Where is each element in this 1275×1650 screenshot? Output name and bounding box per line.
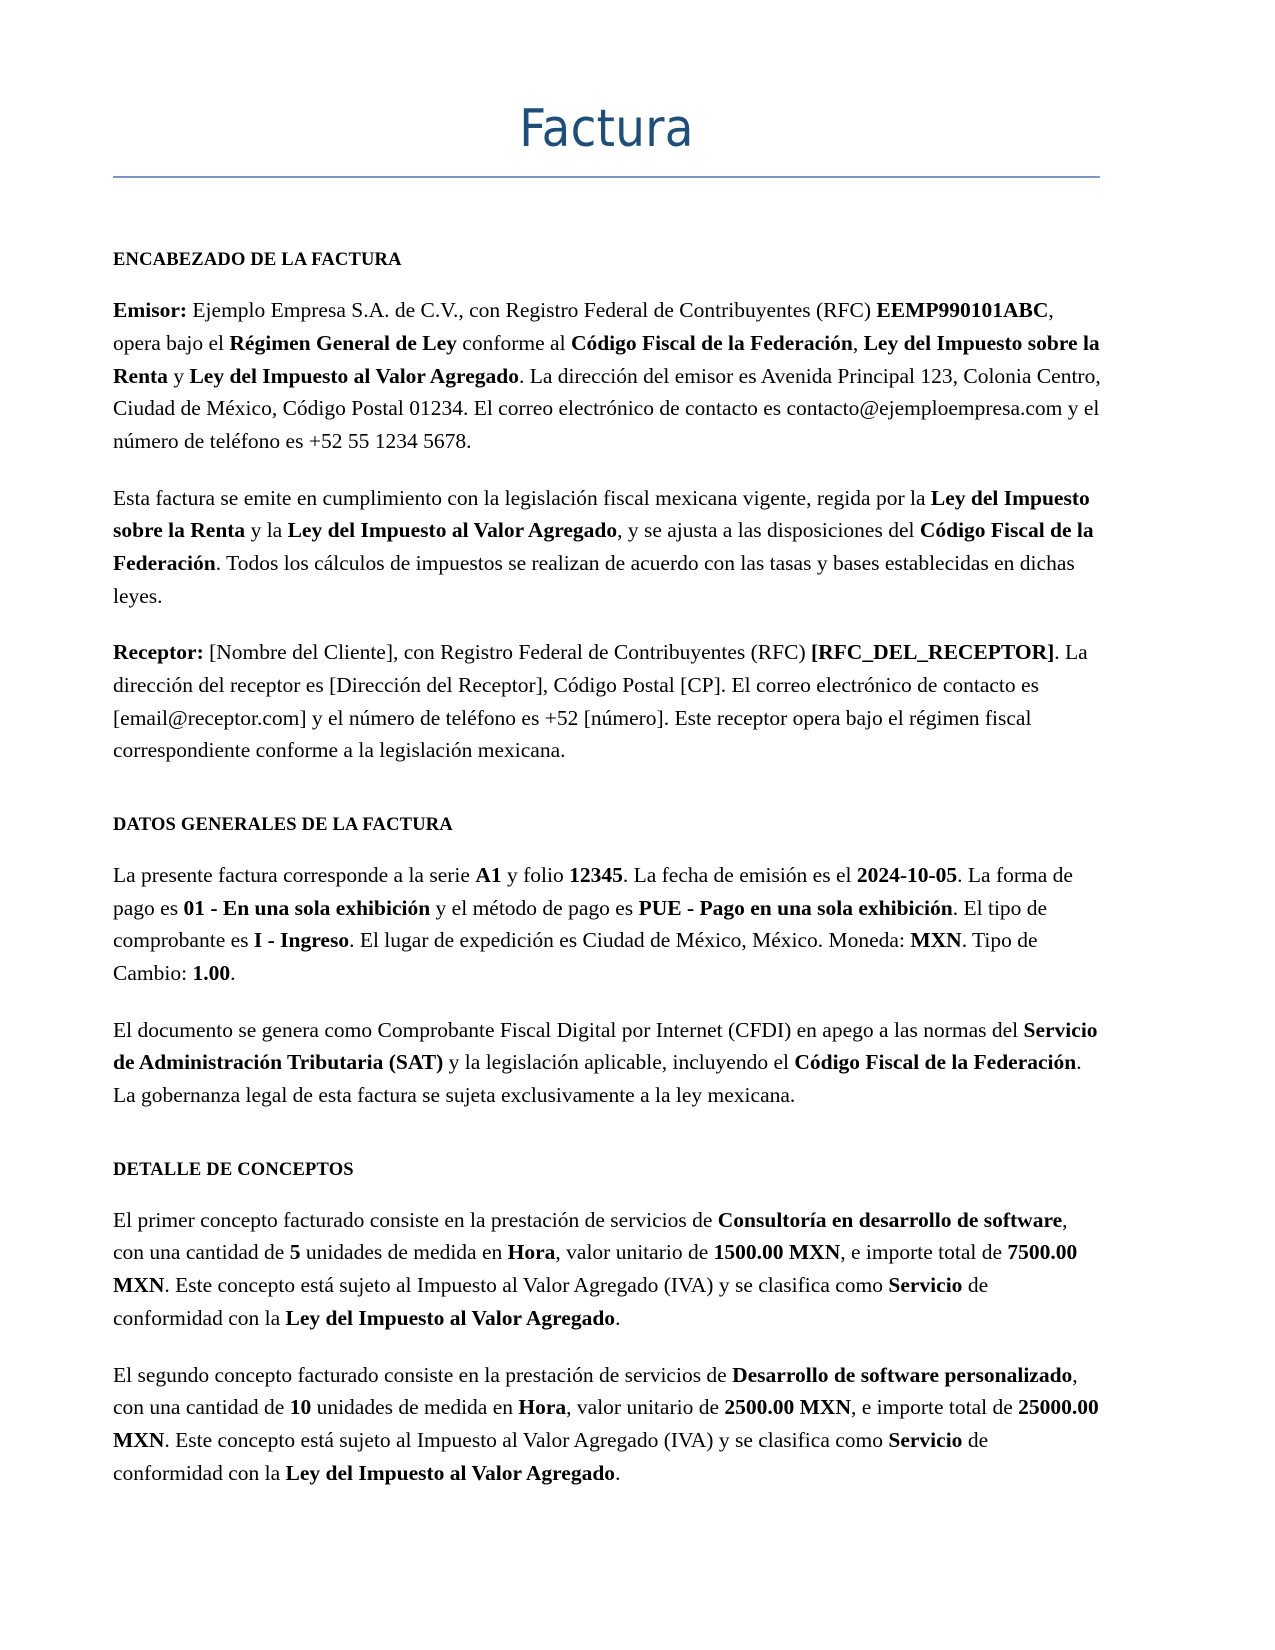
emphasis-text: Régimen General de Ley: [229, 330, 457, 355]
paragraph-cfdi: [113, 1014, 1103, 1112]
emphasis-text: 25000.00 MXN: [113, 1395, 1099, 1452]
emphasis-text: [RFC_DEL_RECEPTOR]: [810, 640, 1055, 665]
body-text: conforme al: [456, 330, 571, 355]
document-section: [113, 767, 1103, 1112]
emphasis-text: A1: [475, 863, 502, 888]
paragraph-emisor: [113, 294, 1103, 457]
body-text: unidades de medida en: [300, 1240, 508, 1265]
body-text: . La forma de pago es: [113, 863, 1073, 920]
sections-container: [113, 248, 1103, 1489]
emphasis-text: 10: [289, 1395, 312, 1420]
emphasis-text: Ley del Impuesto al Valor Agregado: [189, 363, 519, 388]
emphasis-text: I - Ingreso: [253, 928, 350, 953]
paragraph-datos-generales: [113, 859, 1103, 990]
section-heading: DETALLE DE CONCEPTOS: [113, 1159, 354, 1180]
body-text: y la: [245, 518, 288, 543]
emphasis-text: Ley del Impuesto sobre la Renta: [113, 485, 1090, 543]
emphasis-text: 2024-10-05: [856, 863, 958, 888]
body-text: El segundo concepto facturado consiste en la prestación de servicios de: [113, 1362, 733, 1387]
body-text: unidades de medida en: [311, 1395, 519, 1420]
body-text: y la legislación aplicable, incluyendo el: [443, 1050, 795, 1075]
body-text: , e importe total de: [850, 1395, 1019, 1420]
body-text: , con una cantidad de: [113, 1207, 1068, 1265]
body-text: Ejemplo Empresa S.A. de C.V., con Registro Federal de Contribuyentes (RFC): [187, 298, 877, 323]
body-text: , y se ajusta a las disposiciones del: [617, 518, 920, 543]
body-text: .: [615, 1460, 621, 1485]
emphasis-text: Consultoría en desarrollo de software: [717, 1207, 1063, 1232]
body-text: . El tipo de comprobante es: [113, 895, 1048, 953]
body-text: de conformidad con la: [113, 1427, 989, 1485]
body-text: La presente factura corresponde a la serie: [113, 863, 476, 888]
body-text: El primer concepto facturado consiste en la prestación de servicios de: [113, 1207, 718, 1232]
body-text: . Este concepto está sujeto al Impuesto al Valor Agregado (IVA) y se clasifica como: [164, 1427, 889, 1452]
body-text: y: [167, 363, 190, 388]
emphasis-text: Hora: [507, 1240, 556, 1265]
body-text: y folio: [501, 863, 570, 888]
body-text: .: [615, 1305, 621, 1330]
body-text: y el método de pago es: [430, 895, 639, 920]
body-text: El documento se genera como Comprobante Fiscal Digital por Internet (CFDI) en apego a las normas del: [113, 1017, 1024, 1042]
body-text: . La fecha de emisión es el: [622, 863, 857, 888]
body-text: . Tipo de Cambio:: [113, 928, 1038, 986]
body-text: .: [230, 961, 236, 986]
body-text: ,: [852, 330, 864, 355]
emphasis-text: MXN: [910, 928, 962, 953]
paragraph-concepto-2: [113, 1359, 1103, 1490]
paragraph-receptor: [113, 636, 1103, 767]
document-title-block: [0, 0, 1275, 178]
document-section: [113, 248, 1103, 767]
body-text: , con una cantidad de: [113, 1362, 1078, 1420]
emphasis-text: 5: [289, 1240, 301, 1265]
body-text: [Nombre del Cliente], con Registro Federal de Contribuyentes (RFC): [203, 640, 811, 665]
body-text: , valor unitario de: [566, 1395, 725, 1420]
emphasis-text: Código Fiscal de la Federación: [113, 518, 1094, 575]
body-text: de conformidad con la: [113, 1273, 989, 1330]
emphasis-text: 1.00: [192, 961, 231, 986]
emphasis-text: Ley del Impuesto al Valor Agregado: [285, 1305, 616, 1330]
emphasis-text: Ley del Impuesto sobre la Renta: [113, 330, 1100, 388]
document-section: [113, 1112, 1103, 1489]
emphasis-text: Ley del Impuesto al Valor Agregado: [287, 518, 618, 543]
emphasis-text: PUE - Pago en una sola exhibición: [638, 895, 953, 920]
paragraph-concepto-1: [113, 1204, 1103, 1335]
body-text: . La gobernanza legal de esta factura se sujeta exclusivamente a la ley mexicana.: [113, 1050, 1082, 1108]
body-text: Esta factura se emite en cumplimiento con la legislación fiscal mexicana vigente, regida por la: [113, 485, 931, 510]
body-text: . El lugar de expedición es Ciudad de México, México. Moneda:: [349, 928, 911, 953]
body-text: . La dirección del emisor es Avenida Principal 123, Colonia Centro, Ciudad de México, Código Postal 01234. El correo electrónico de contacto es contacto@ejemploempresa.com y el número de teléfono es +52 55 1234 5678.: [113, 363, 1101, 453]
body-text: . Todos los cálculos de impuestos se realizan de acuerdo con las tasas y bases establecidas en dichas leyes.: [113, 550, 1075, 608]
body-text: , opera bajo el: [113, 298, 1054, 355]
emphasis-text: Hora: [518, 1395, 567, 1420]
emphasis-text: 7500.00 MXN: [113, 1240, 1078, 1298]
page-title: Factura: [519, 99, 694, 159]
emphasis-text: Código Fiscal de la Federación: [570, 330, 853, 355]
emphasis-text: 12345: [569, 863, 623, 888]
emphasis-text: Servicio: [888, 1273, 963, 1298]
emphasis-text: 01 - En una sola exhibición: [183, 895, 431, 920]
emphasis-text: Desarrollo de software personalizado: [732, 1362, 1073, 1387]
emphasis-text: 2500.00 MXN: [724, 1395, 851, 1420]
emphasis-text: Servicio de Administración Tributaria (SAT): [113, 1017, 1098, 1075]
section-heading: DATOS GENERALES DE LA FACTURA: [113, 815, 453, 836]
body-text: , e importe total de: [840, 1240, 1008, 1265]
emphasis-text: 1500.00 MXN: [713, 1240, 841, 1265]
emphasis-text: EEMP990101ABC: [876, 298, 1049, 323]
document-body: [0, 178, 1275, 1489]
section-heading: ENCABEZADO DE LA FACTURA: [113, 250, 402, 271]
emphasis-text: Emisor:: [113, 298, 188, 323]
emphasis-text: Código Fiscal de la Federación: [794, 1050, 1077, 1075]
body-text: . Este concepto está sujeto al Impuesto al Valor Agregado (IVA) y se clasifica como: [164, 1273, 889, 1298]
body-text: . La dirección del receptor es [Dirección del Receptor], Código Postal [CP]. El correo electrónico de contacto es [email@receptor.com] y el número de teléfono es +52 [número]. Este receptor opera bajo el régimen fiscal correspondiente conforme a la legislación mexicana.: [113, 640, 1088, 763]
paragraph-legislacion: [113, 482, 1103, 613]
emphasis-text: Servicio: [888, 1427, 963, 1452]
emphasis-text: Ley del Impuesto al Valor Agregado: [285, 1460, 616, 1485]
emphasis-text: Receptor:: [113, 640, 204, 665]
body-text: , valor unitario de: [555, 1240, 714, 1265]
